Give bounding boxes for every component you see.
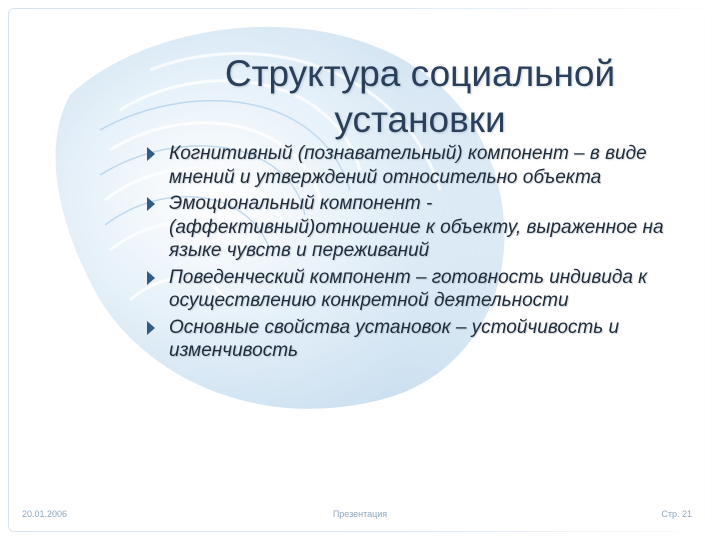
footer-page-number: Стр. 21: [661, 509, 692, 519]
bullet-item: [143, 266, 688, 313]
bullet-item: [143, 192, 688, 263]
footer-title: Презентация: [332, 509, 388, 519]
slide-title-line-2: установки: [334, 98, 506, 140]
bullet-text: Когнитивный (познавательный) компонент – в виде мнений и утверждений относительно объекта: [169, 143, 647, 188]
slide-title-line-1: Структура социальной: [224, 52, 616, 94]
bullet-text: Поведенческий компонент – готовность индивида к осуществлению конкретной деятельности: [169, 266, 648, 311]
bullet-arrow-icon: [147, 321, 155, 335]
bullet-arrow-icon: [147, 197, 155, 211]
bullet-arrow-icon: [147, 271, 155, 285]
bullet-item: [143, 142, 688, 189]
bullet-item: [143, 316, 688, 363]
bullet-text: Основные свойства установок – устойчивость и изменчивость: [169, 316, 620, 361]
bullet-list: [143, 142, 688, 366]
slide-title: [150, 51, 690, 143]
bullet-text: Эмоциональный компонент - (аффективный)отношение к объекту, выраженное на языке чувств и переживаний: [169, 193, 664, 261]
footer-date: 20.01.2006: [22, 509, 68, 519]
bullet-arrow-icon: [147, 147, 155, 161]
